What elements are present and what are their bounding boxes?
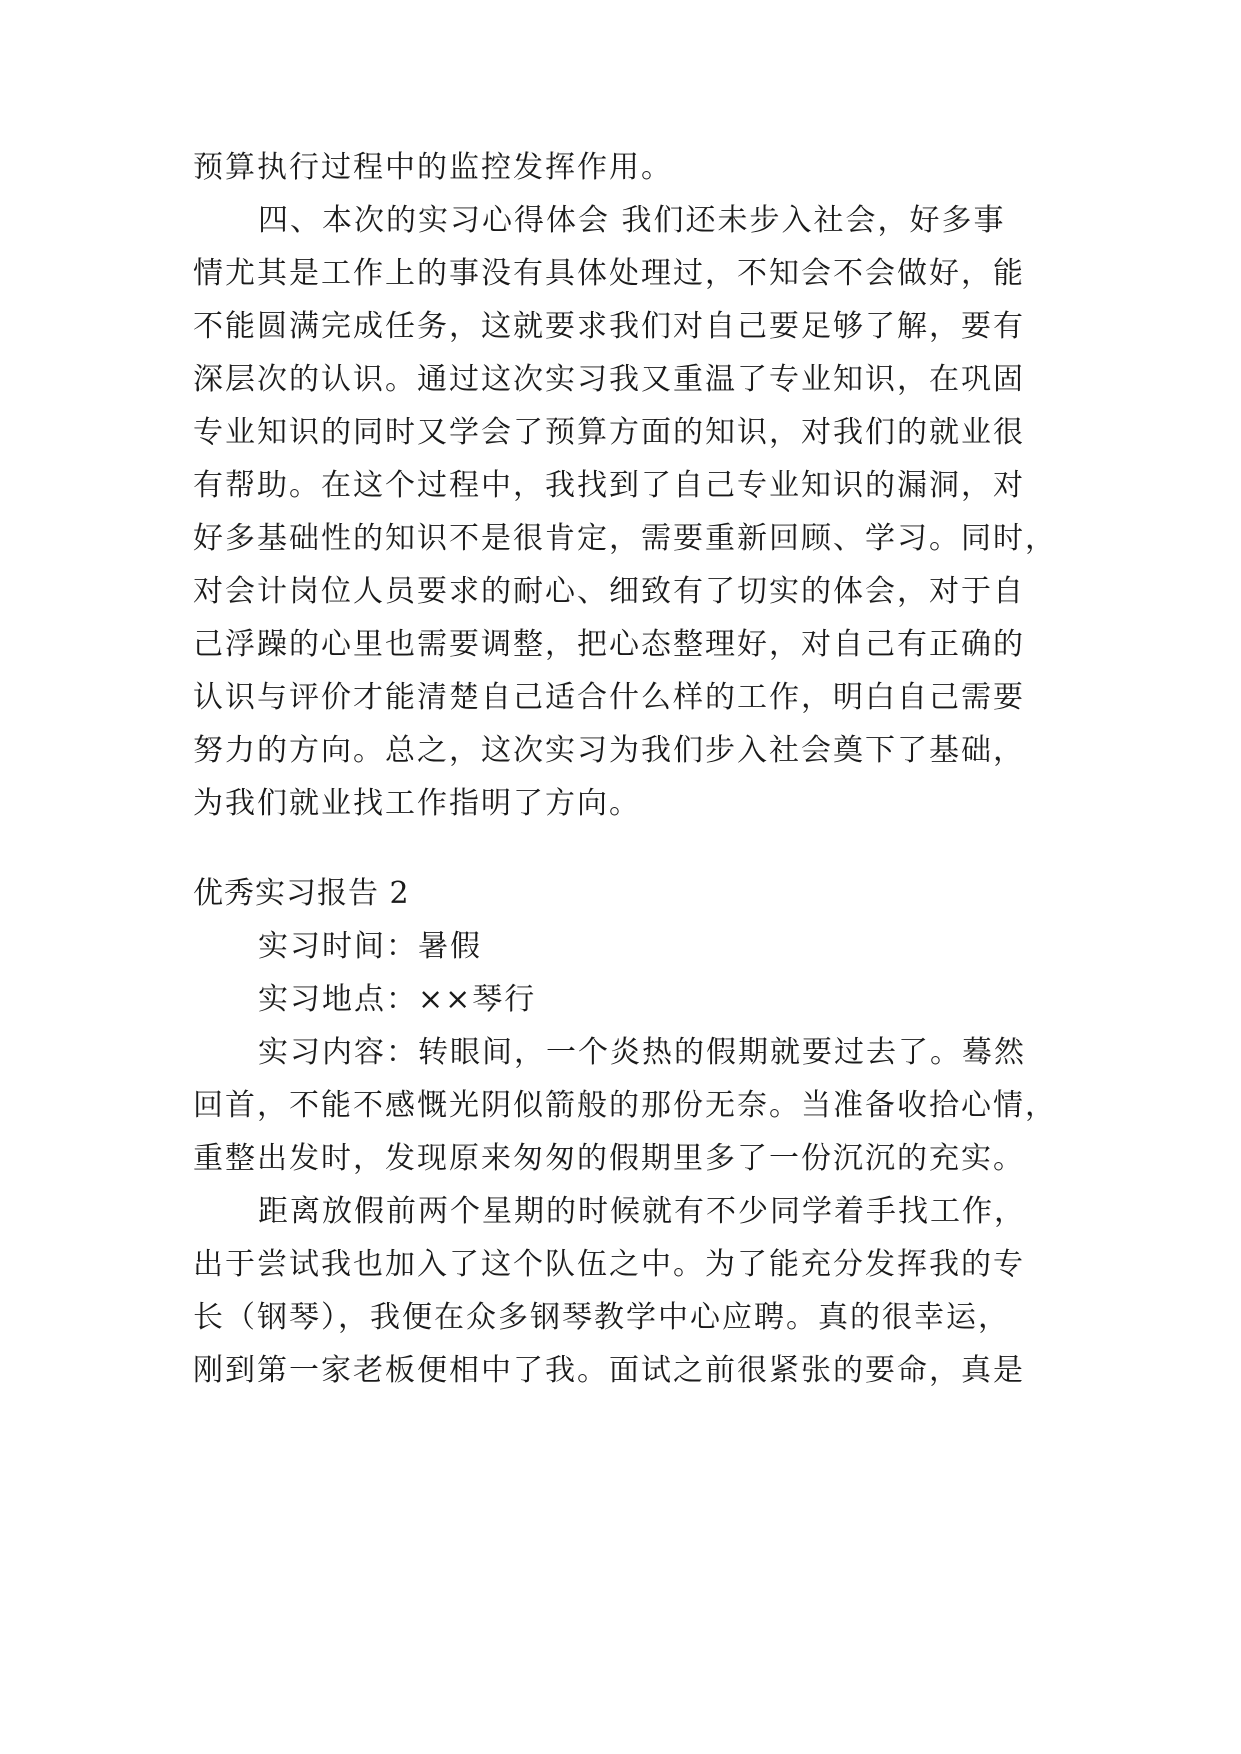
paragraph-line: 出于尝试我也加入了这个队伍之中。为了能充分发挥我的专 xyxy=(193,1247,1025,1282)
paragraph-line: 深层次的认识。通过这次实习我又重温了专业知识，在巩固 xyxy=(193,362,1025,397)
paragraph-line: 有帮助。在这个过程中，我找到了自己专业知识的漏洞，对 xyxy=(193,468,1025,503)
paragraph-line: 对会计岗位人员要求的耐心、细致有了切实的体会，对于自 xyxy=(193,574,1025,609)
paragraph-line: 认识与评价才能清楚自己适合什么样的工作，明白自己需要 xyxy=(193,680,1025,715)
paragraph-line: 己浮躁的心里也需要调整，把心态整理好，对自己有正确的 xyxy=(193,627,1025,662)
paragraph-line: 专业知识的同时又学会了预算方面的知识，对我们的就业很 xyxy=(193,415,1025,450)
paragraph-line: 预算执行过程中的监控发挥作用。 xyxy=(193,150,673,185)
section-title: 优秀实习报告 2 xyxy=(193,876,410,911)
paragraph-line: 四、本次的实习心得体会 我们还未步入社会，好多事 xyxy=(258,203,1006,238)
paragraph-line: 刚到第一家老板便相中了我。面试之前很紧张的要命，真是 xyxy=(193,1353,1025,1388)
paragraph-line: 回首，不能不感慨光阴似箭般的那份无奈。当准备收拾心情， xyxy=(193,1088,1057,1123)
paragraph-line: 实习内容：转眼间，一个炎热的假期就要过去了。蓦然 xyxy=(258,1035,1026,1070)
paragraph-line: 情尤其是工作上的事没有具体处理过，不知会不会做好，能 xyxy=(193,256,1025,291)
paragraph-line: 实习地点：××琴行 xyxy=(258,982,537,1017)
paragraph-line: 不能圆满完成任务，这就要求我们对自己要足够了解，要有 xyxy=(193,309,1025,344)
paragraph-line: 努力的方向。总之，这次实习为我们步入社会奠下了基础， xyxy=(193,733,1025,768)
paragraph-line: 实习时间：暑假 xyxy=(258,929,482,964)
paragraph-line: 长（钢琴），我便在众多钢琴教学中心应聘。真的很幸运， xyxy=(193,1300,1010,1335)
paragraph-line: 距离放假前两个星期的时候就有不少同学着手找工作， xyxy=(258,1194,1026,1229)
paragraph-line: 为我们就业找工作指明了方向。 xyxy=(193,786,641,821)
paragraph-line: 好多基础性的知识不是很肯定，需要重新回顾、学习。同时， xyxy=(193,521,1057,556)
paragraph-line: 重整出发时，发现原来匆匆的假期里多了一份沉沉的充实。 xyxy=(193,1141,1025,1176)
